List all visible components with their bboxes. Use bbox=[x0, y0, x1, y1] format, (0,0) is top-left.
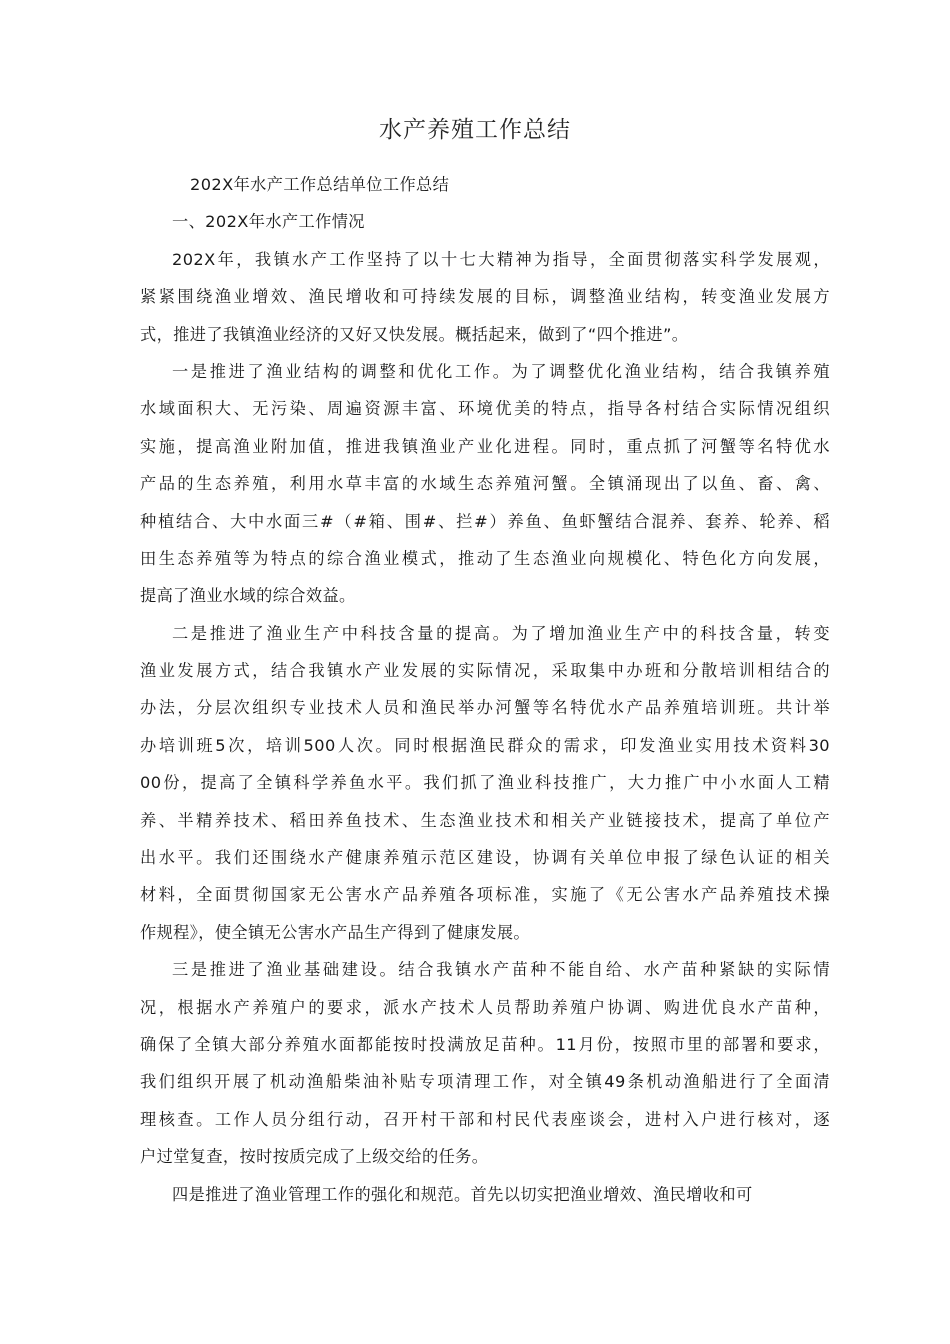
paragraph-line: 式，推进了我镇渔业经济的又好又快发展。概括起来，做到了“四个推进”。 bbox=[140, 324, 689, 344]
paragraph-line: 提高了渔业水域的综合效益。 bbox=[140, 586, 356, 606]
paragraph-line: 我们组织开展了机动渔船柴油补贴专项清理工作，对全镇49条机动渔船进行了全面清 bbox=[140, 1072, 830, 1092]
paragraph-line: 渔业发展方式，结合我镇水产业发展的实际情况，采取集中办班和分散培训相结合的 bbox=[140, 661, 830, 681]
paragraph-line: 种植结合、大中水面三#（#箱、围#、拦#）养鱼、鱼虾蟹结合混养、套养、轮养、稻 bbox=[140, 511, 830, 531]
paragraph-line: 202X年，我镇水产工作坚持了以十七大精神为指导，全面贯彻落实科学发展观， bbox=[172, 249, 830, 269]
paragraph-line: 户过堂复查，按时按质完成了上级交给的任务。 bbox=[140, 1147, 489, 1167]
paragraph-line: 产品的生态养殖，利用水草丰富的水域生态养殖河蟹。全镇涌现出了以鱼、畜、禽、 bbox=[140, 474, 830, 494]
paragraph-line: 00份，提高了全镇科学养鱼水平。我们抓了渔业科技推广，大力推广中小水面人工精 bbox=[140, 773, 830, 793]
paragraph-line: 二是推进了渔业生产中科技含量的提高。为了增加渔业生产中的科技含量，转变 bbox=[172, 623, 830, 643]
paragraph-list bbox=[140, 241, 830, 1213]
paragraph-line: 确保了全镇大部分养殖水面都能按时投满放足苗种。11月份，按照市里的部署和要求， bbox=[140, 1034, 830, 1054]
paragraph-line: 四是推进了渔业管理工作的强化和规范。首先以切实把渔业增效、渔民增收和可 bbox=[172, 1184, 753, 1204]
paragraph-line: 养、半精养技术、稻田养鱼技术、生态渔业技术和相关产业链接技术，提高了单位产 bbox=[140, 810, 830, 830]
paragraph-line: 况，根据水产养殖户的要求，派水产技术人员帮助养殖户协调、购进优良水产苗种， bbox=[140, 997, 830, 1017]
paragraph-line: 办法，分层次组织专业技术人员和渔民举办河蟹等名特优水产品养殖培训班。共计举 bbox=[140, 698, 830, 718]
paragraph-line: 办培训班5次，培训500人次。同时根据渔民群众的需求，印发渔业实用技术资料30 bbox=[140, 735, 830, 755]
paragraph-line: 田生态养殖等为特点的综合渔业模式，推动了生态渔业向规模化、特色化方向发展， bbox=[140, 548, 830, 568]
paragraph bbox=[140, 615, 830, 952]
document-body bbox=[140, 166, 830, 1213]
paragraph-line: 作规程》，使全镇无公害水产品生产得到了健康发展。 bbox=[140, 922, 530, 942]
paragraph bbox=[140, 951, 830, 1175]
paragraph-line: 三是推进了渔业基础建设。结合我镇水产苗种不能自给、水产苗种紧缺的实际情 bbox=[172, 960, 830, 980]
section-heading: 一、202X年水产工作情况 bbox=[172, 212, 365, 232]
paragraph-line: 紧紧围绕渔业增效、渔民增收和可持续发展的目标，调整渔业结构，转变渔业发展方 bbox=[140, 287, 830, 307]
paragraph-line: 水域面积大、无污染、周遍资源丰富、环境优美的特点，指导各村结合实际情况组织 bbox=[140, 399, 830, 419]
paragraph-line: 理核查。工作人员分组行动，召开村干部和村民代表座谈会，进村入户进行核对，逐 bbox=[140, 1109, 830, 1129]
paragraph bbox=[140, 241, 830, 353]
paragraph-line: 出水平。我们还围绕水产健康养殖示范区建设，协调有关单位申报了绿色认证的相关 bbox=[140, 848, 830, 868]
paragraph bbox=[140, 1176, 830, 1213]
paragraph-line: 材料，全面贯彻国家无公害水产品养殖各项标准，实施了《无公害水产品养殖技术操 bbox=[140, 885, 830, 905]
paragraph bbox=[140, 353, 830, 615]
paragraph-line: 实施，提高渔业附加值，推进我镇渔业产业化进程。同时，重点抓了河蟹等名特优水 bbox=[140, 436, 830, 456]
document-subtitle: 202X年水产工作总结单位工作总结 bbox=[190, 175, 450, 194]
document-title: 水产养殖工作总结 bbox=[379, 117, 571, 143]
paragraph-line: 一是推进了渔业结构的调整和优化工作。为了调整优化渔业结构，结合我镇养殖 bbox=[172, 361, 830, 381]
